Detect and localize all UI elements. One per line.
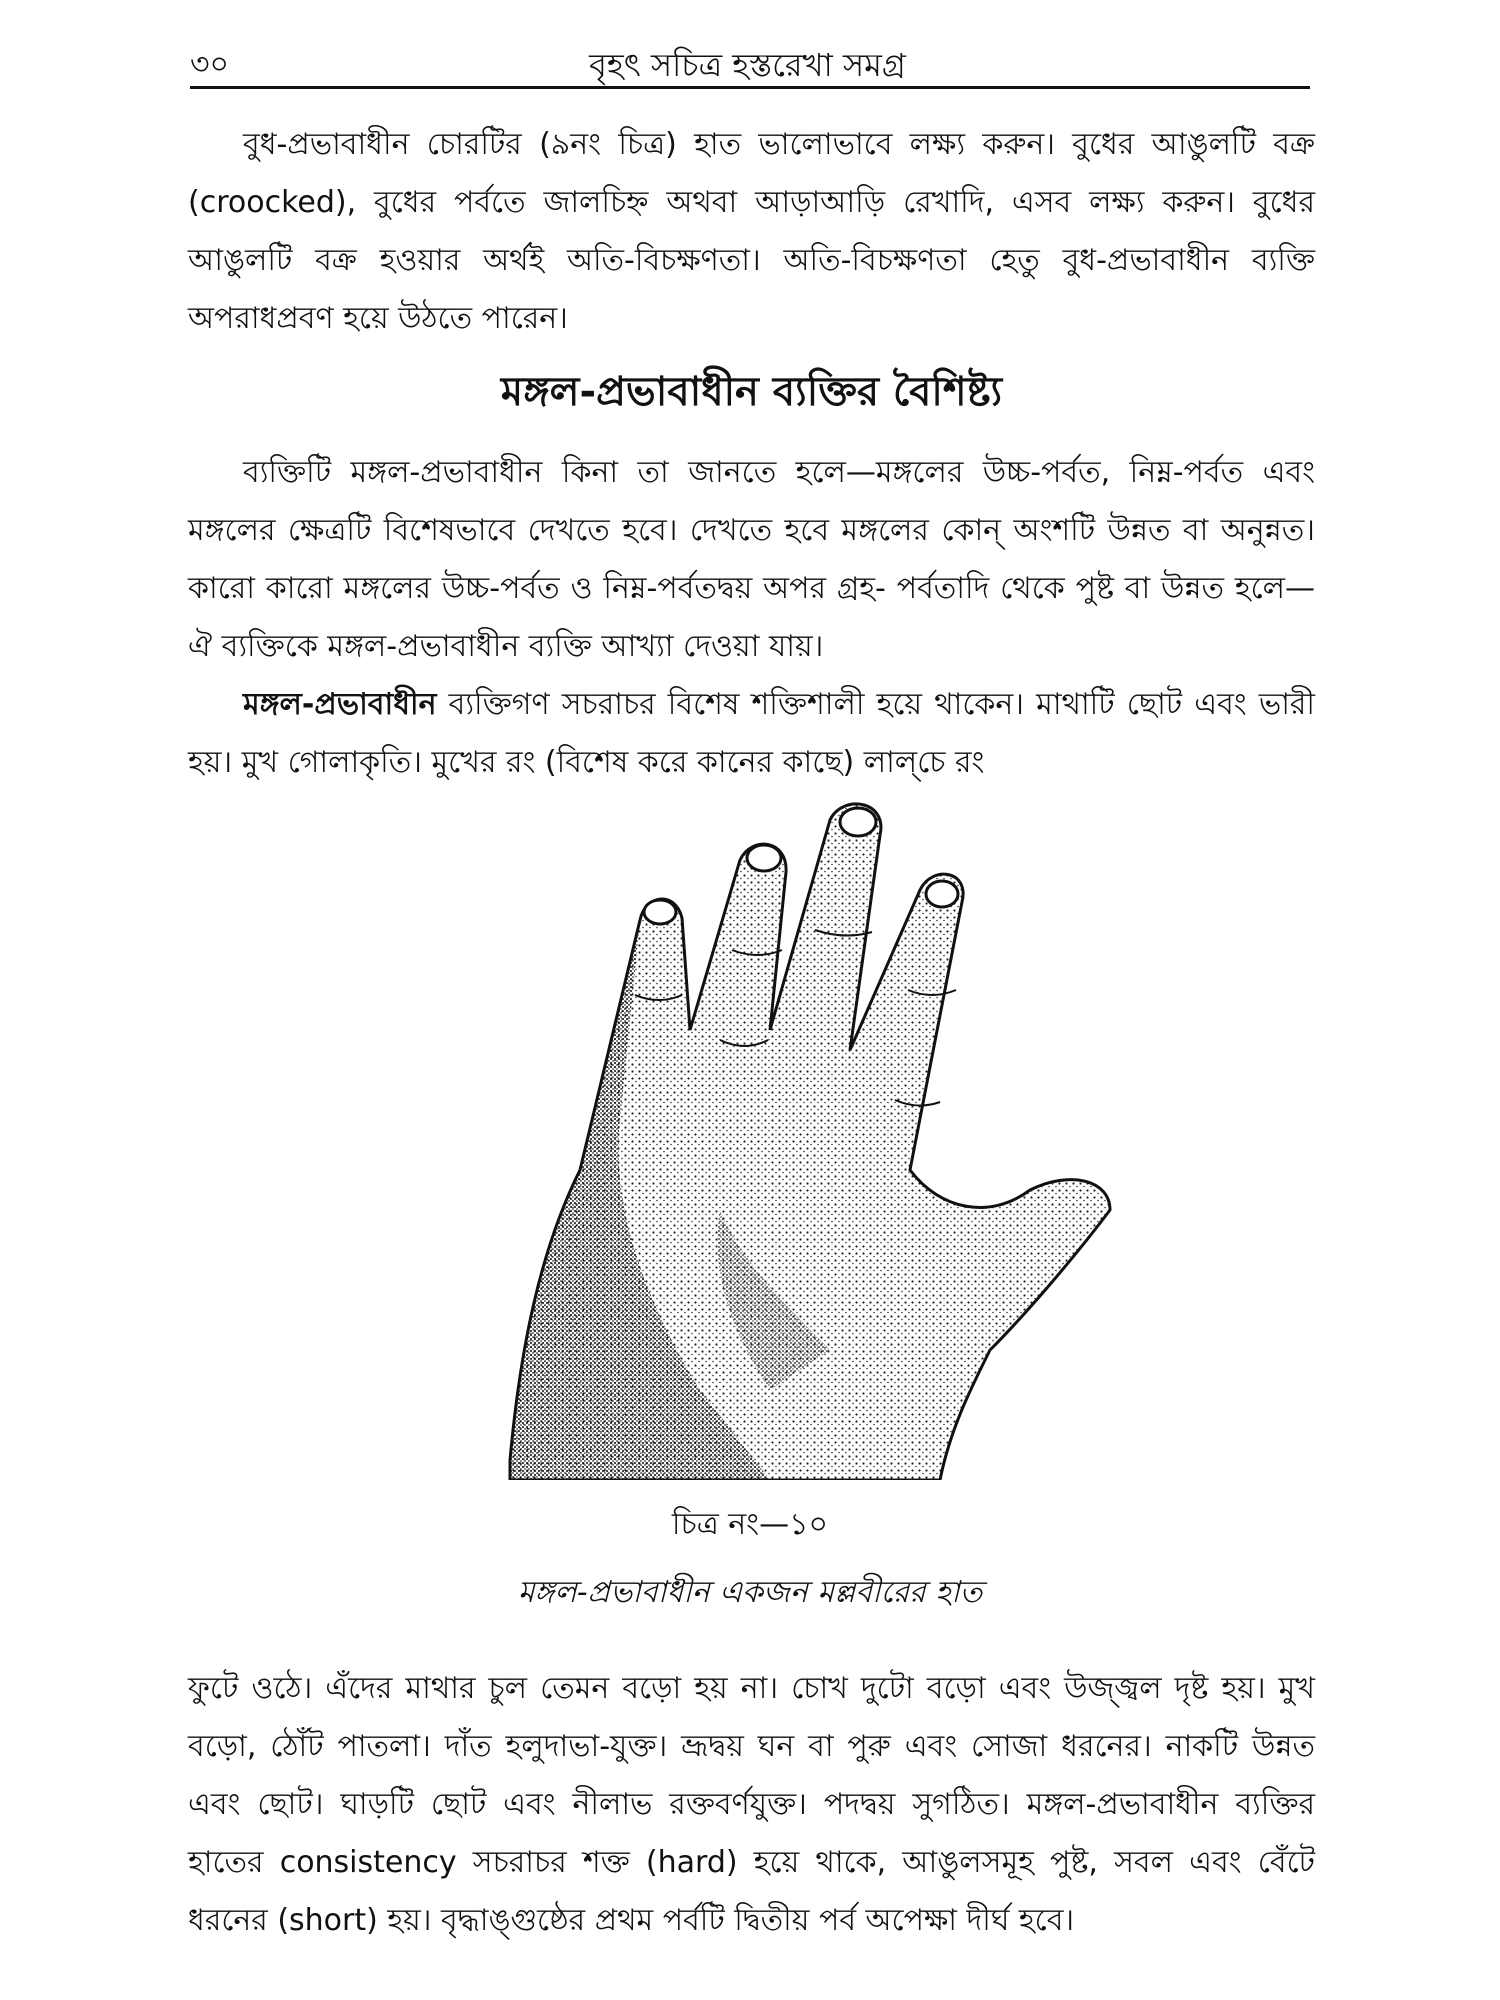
paragraph: ফুটে ওঠে। এঁদের মাথার চুল তেমন বড়ো হয় না। চোখ দুটো বড়ো এবং উজ্জ্বল দৃষ্ট হয়। মুখ বড়ো, ঠোঁট পাতলা। দাঁত হলুদাভা-যুক্ত। ভ্রূদ্বয় ঘন বা পুরু এবং সোজা ধরনের। নাকটি উন্নত এবং ছোট। ঘাড়টি ছোট এবং নীলাভ রক্তবর্ণযুক্ত। পদদ্বয় সুগঠিত। মঙ্গল-প্রভাবাধীন ব্যক্তির হাতের consistency সচরাচর শক্ত (hard) হয়ে থাকে, আঙুলসমূহ পুষ্ট, সবল এবং বেঁটে ধরনের (short) হয়। বৃদ্ধাঙ্গুষ্ঠের প্রথম পর্বটি দ্বিতীয় পর্ব অপেক্ষা দীর্ঘ হবে। — [188, 1671, 1315, 1938]
fingernail — [840, 808, 876, 836]
fingernail — [747, 845, 781, 871]
running-head — [190, 32, 1305, 88]
figure-caption: মঙ্গল-প্রভাবাধীন একজন মল্লবীরের হাত — [517, 1575, 983, 1610]
paragraph-text: ব্যক্তিগণ সচরাচর বিশেষ শক্তিশালী হয়ে থাকেন। মাথাটি ছোট এবং ভারী হয়। মুখ গোলাকৃতি। মুখের রং (বিশেষ করে কানের কাছে) লাল্‌চে রং — [188, 687, 1315, 780]
text-block-middle — [188, 444, 1315, 792]
bold-term: মঙ্গল-প্রভাবাধীন — [243, 687, 437, 722]
hand-illustration — [470, 790, 1150, 1480]
text-block-bottom — [188, 1660, 1315, 1950]
text-block-top — [188, 116, 1315, 348]
paragraph: বুধ-প্রভাবাধীন চোরটির (৯নং চিত্র) হাত ভালোভাবে লক্ষ্য করুন। বুধের আঙুলটি বক্র (croocked), বুধের পর্বতে জালচিহ্ন অথবা আড়াআড়ি রেখাদি, এসব লক্ষ্য করুন। বুধের আঙুলটি বক্র হওয়ার অর্থই অতি-বিচক্ষণতা। অতি-বিচক্ষণতা হেতু বুধ-প্রভাবাধীন ব্যক্তি অপরাধপ্রবণ হয়ে উঠতে পারেন। — [188, 127, 1315, 336]
fingernail — [644, 900, 676, 924]
header-rule — [190, 86, 1310, 89]
figure-number: চিত্র নং—১০ — [671, 1507, 829, 1542]
page-number: ৩০ — [190, 47, 230, 82]
paragraph: ব্যক্তিটি মঙ্গল-প্রভাবাধীন কিনা তা জানতে হলে—মঙ্গলের উচ্চ-পর্বত, নিম্ন-পর্বত এবং মঙ্গলের ক্ষেত্রটি বিশেষভাবে দেখতে হবে। দেখতে হবে মঙ্গলের কোন্ অংশটি উন্নত বা অনুন্নত। কারো কারো মঙ্গলের উচ্চ-পর্বত ও নিম্ন-পর্বতদ্বয় অপর গ্রহ- পর্বতাদি থেকে পুষ্ট বা উন্নত হলে—ঐ ব্যক্তিকে মঙ্গল-প্রভাবাধীন ব্যক্তি আখ্যা দেওয়া যায়। — [188, 455, 1315, 664]
book-title: বৃহৎ সচিত্র হস্তরেখা সমগ্র — [589, 46, 906, 84]
paragraph — [188, 676, 1315, 792]
section-heading: মঙ্গল-প্রভাবাধীন ব্যক্তির বৈশিষ্ট্য — [500, 369, 1003, 415]
fingernail — [926, 881, 958, 907]
